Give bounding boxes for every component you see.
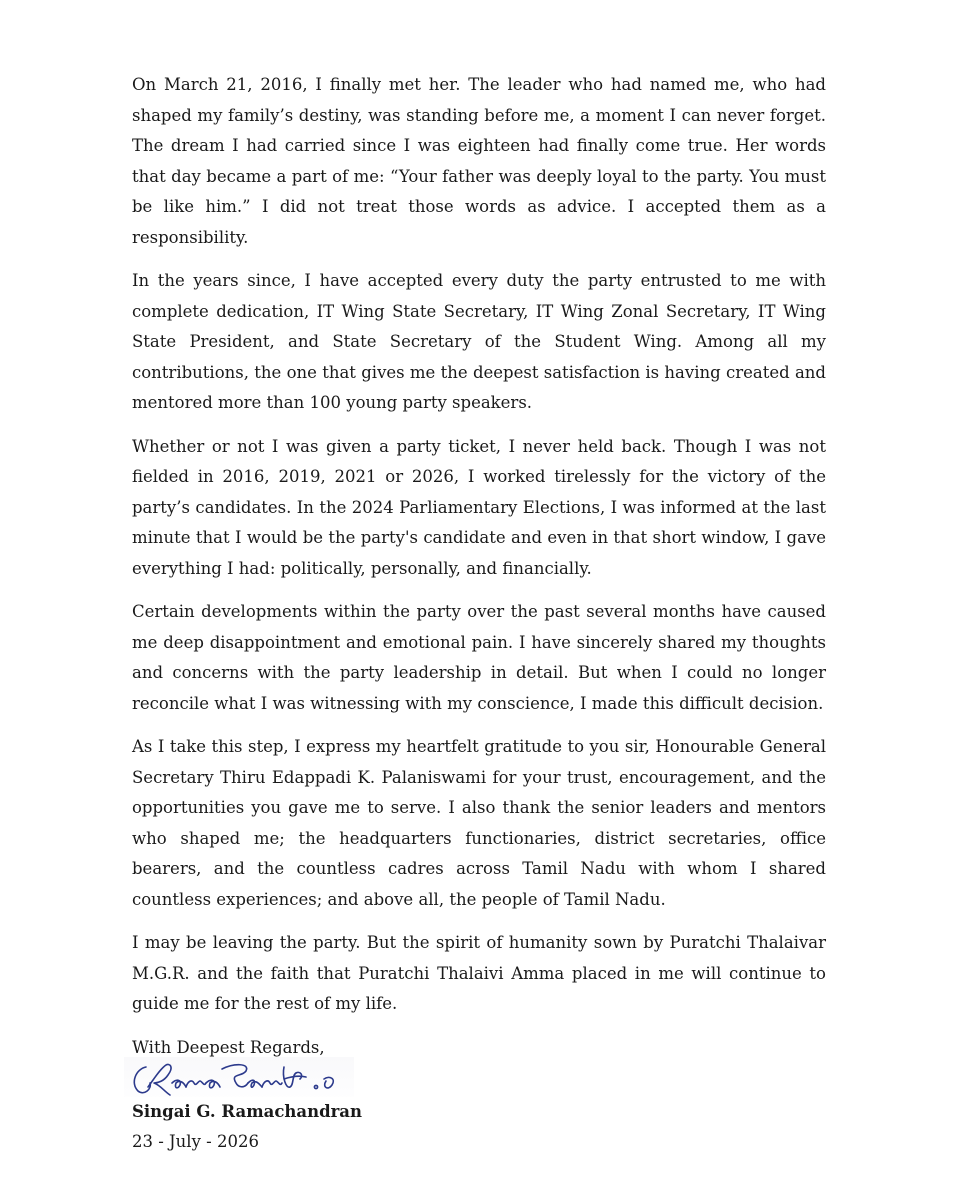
- closing-salutation: With Deepest Regards,: [132, 1037, 325, 1057]
- paragraph-decision: Certain developments within the party over the past several months have caused me deep disappointment and emotional pain. I have sincerely shared my thoughts and concerns with the party leadership in detail. But when I could no longer reconcile what I was witnessing with my conscience, I made this difficult decision.: [132, 602, 826, 713]
- signature-icon: [124, 1057, 354, 1097]
- paragraph-elections: Whether or not I was given a party ticket, I never held back. Though I was not fielded in 2016, 2019, 2021 or 2026, I worked tirelessly for the victory of the party’s candidates. In the 2024 Parliamentary Elections, I was informed at the last minute that I would be the party's candidate and even in that short window, I gave everything I had: politically, personally, and financially.: [132, 436, 826, 578]
- letter-body: [132, 70, 826, 1157]
- paragraph-duties: In the years since, I have accepted every duty the party entrusted to me with complete dedication, IT Wing State Secretary, IT Wing Zonal Secretary, IT Wing State President, and State Secretary of the Student Wing. Among all my contributions, the one that gives me the deepest satisfaction is having created and mentored more than 100 young party speakers.: [132, 271, 826, 412]
- paragraph-farewell: I may be leaving the party. But the spirit of humanity sown by Puratchi Thalaivar M.G.R. and the faith that Puratchi Thalaivi Amma placed in me will continue to guide me for the rest of my life.: [132, 933, 826, 1013]
- letter-date: 23 - July - 2026: [132, 1131, 259, 1151]
- signatory-name: Singai G. Ramachandran: [132, 1101, 362, 1121]
- paragraph-meeting: On March 21, 2016, I finally met her. The leader who had named me, who had shaped my family’s destiny, was standing before me, a moment I can never forget. The dream I had carried since I was eighteen had finally come true. Her words that day became a part of me: “Your father was deeply loyal to the party. You must be like him.” I did not treat those words as advice. I accepted them as a responsibility.: [132, 75, 826, 247]
- paragraph-gratitude: As I take this step, I express my heartfelt gratitude to you sir, Honourable General Secretary Thiru Edappadi K. Palaniswami for your trust, encouragement, and the opportunities you gave me to serve. I also thank the senior leaders and mentors who shaped me; the headquarters functionaries, district secretaries, office bearers, and the countless cadres across Tamil Nadu with whom I shared countless experiences; and above all, the people of Tamil Nadu.: [132, 737, 826, 909]
